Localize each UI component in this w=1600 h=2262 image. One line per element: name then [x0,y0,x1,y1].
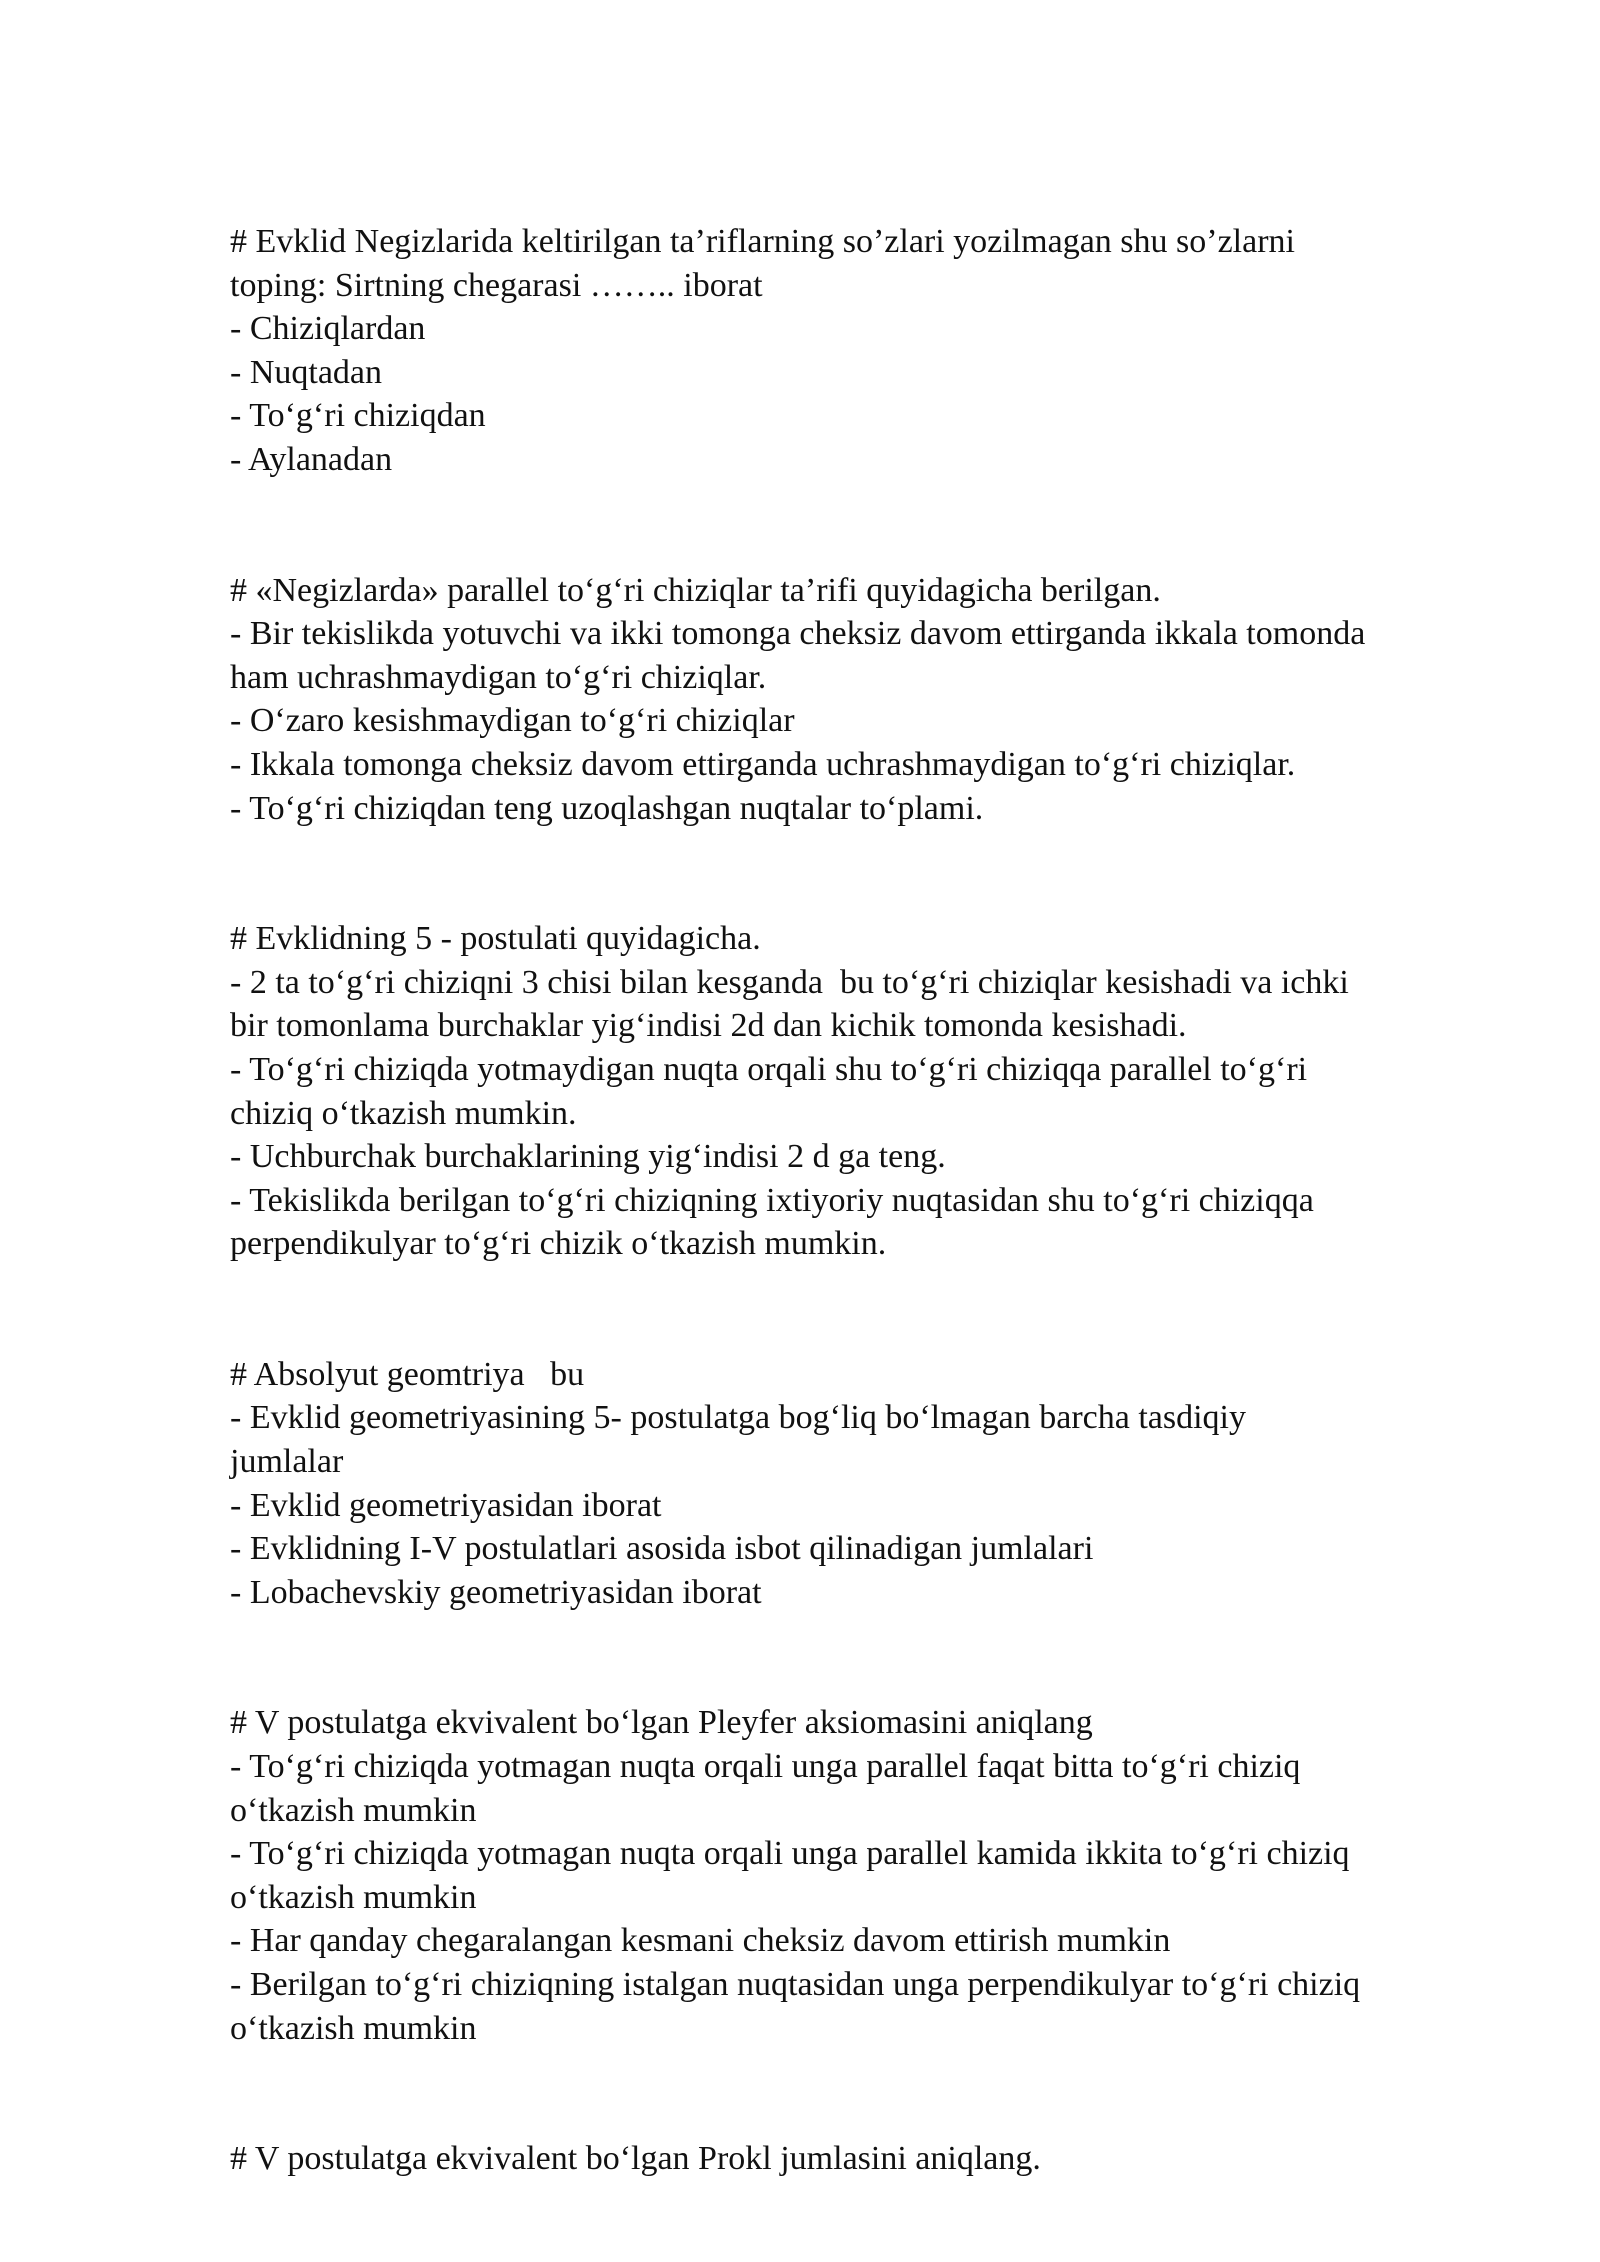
answer-option: - Berilgan to‘g‘ri chiziqning istalgan nuqtasidan unga perpendikulyar to‘g‘ri chiziq [230,1966,1361,2003]
question-block-4 [230,1353,1530,1615]
answer-option: - To‘g‘ri chiziqdan teng uzoqlashgan nuqtalar to‘plami. [230,789,984,827]
answer-option: - Tekislikda berilgan to‘g‘ri chiziqning ixtiyoriy nuqtasidan shu to‘g‘ri chiziqqa [230,1181,1314,1219]
answer-option: - Lobachevskiy geometriyasidan iborat [230,1573,762,1611]
question-text: toping: Sirtning chegarasi …….. iborat [230,266,763,304]
answer-option: chiziq o‘tkazish mumkin. [230,1094,577,1132]
answer-option: o‘tkazish mumkin [230,1878,477,1916]
answer-option: - To‘g‘ri chiziqdan [230,397,486,435]
question-text: # Evklidning 5 - postulati quyidagicha. [230,920,761,958]
question-block-2 [230,569,1530,831]
question-text: # V postulatga ekvivalent bo‘lgan Prokl jumlasini aniqlang. [230,2140,1041,2178]
answer-option: - Nuqtadan [230,353,383,391]
answer-option: - Aylanadan [230,440,393,478]
answer-option: - To‘g‘ri chiziqda yotmagan nuqta orqali unga parallel kamida ikkita to‘g‘ri chiziq [230,1835,1350,1873]
answer-option: - Evklid geometriyasidan iborat [230,1486,662,1524]
answer-option: - To‘g‘ri chiziqda yotmaydigan nuqta orqali shu to‘g‘ri chiziqqa parallel to‘g‘ri [230,1050,1308,1088]
answer-option: - Bir tekislikda yotuvchi va ikki tomonga cheksiz davom ettirganda ikkala tomonda [230,615,1366,653]
document-body [230,220,1530,2181]
answer-option: - Har qanday chegaralangan kesmani cheksiz davom ettirish mumkin [230,1922,1171,1960]
question-text: # Absolyut geomtriya bu [230,1355,585,1393]
question-block-3 [230,917,1530,1266]
answer-option: perpendikulyar to‘g‘ri chizik o‘tkazish mumkin. [230,1225,887,1263]
question-text: # V postulatga ekvivalent bo‘lgan Pleyfer aksiomasini aniqlang [230,1704,1093,1742]
answer-option: bir tomonlama burchaklar yig‘indisi 2d dan kichik tomonda kesishadi. [230,1007,1187,1045]
answer-option: - Chiziqlardan [230,310,426,348]
answer-option: - Evklid geometriyasining 5- postulatga bog‘liq bo‘lmagan barcha tasdiqiy [230,1399,1246,1437]
answer-option: o‘tkazish mumkin [230,2009,477,2047]
answer-option: ham uchrashmaydigan to‘g‘ri chiziqlar. [230,658,767,696]
answer-option: - 2 ta to‘g‘ri chiziqni 3 chisi bilan kesganda bu to‘g‘ri chiziqlar kesishadi va ichki [230,963,1349,1001]
answer-option: - Uchburchak burchaklarining yig‘indisi 2 d ga teng. [230,1138,946,1176]
answer-option: o‘tkazish mumkin [230,1791,477,1829]
answer-option: - Evklidning I-V postulatlari asosida isbot qilinadigan jumlalari [230,1530,1094,1568]
question-text: # «Negizlarda» parallel to‘g‘ri chiziqlar ta’rifi quyidagicha berilgan. [230,571,1161,609]
answer-option: - O‘zaro kesishmaydigan to‘g‘ri chiziqlar [230,702,795,740]
answer-option: - To‘g‘ri chiziqda yotmagan nuqta orqali unga parallel faqat bitta to‘g‘ri chiziq [230,1748,1301,1786]
answer-option: - Ikkala tomonga cheksiz davom ettirganda uchrashmaydigan to‘g‘ri chiziqlar. [230,745,1296,783]
question-text: # Evklid Negizlarida keltirilgan ta’riflarning so’zlari yozilmagan shu so’zlarni [230,223,1295,260]
question-block-5 [230,1701,1530,2050]
answer-option: jumlalar [230,1443,344,1481]
question-block-1 [230,220,1530,482]
question-block-6 [230,2137,1530,2181]
